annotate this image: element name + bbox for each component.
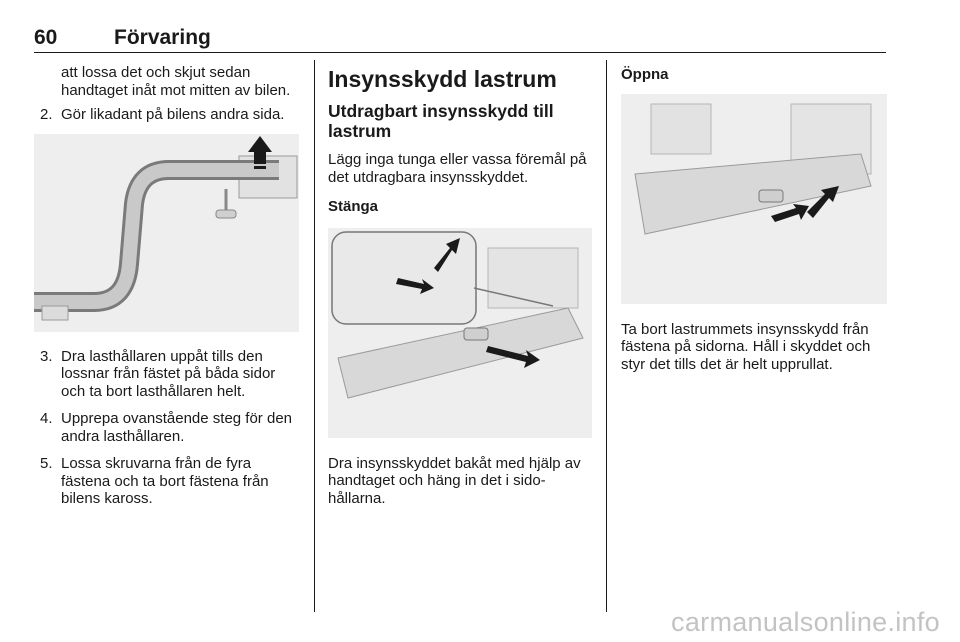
figure-close-cover bbox=[328, 228, 592, 438]
step-continuation: att lossa det och skjut sedan handtaget inåt mot mitten av bilen. bbox=[61, 64, 291, 99]
step-number: 3. bbox=[40, 347, 53, 365]
step-list bbox=[34, 348, 299, 508]
step-text: Upprepa ovanstående steg för den andra lasthållaren. bbox=[61, 410, 292, 445]
column-middle bbox=[328, 64, 592, 507]
figure-caption: Dra insynsskyddet bakåt med hjälp av handtaget och häng in det i sidohållarna. bbox=[328, 454, 581, 507]
step-text: Gör likadant på bilens andra sida. bbox=[61, 106, 285, 123]
section-subtitle: Utdragbart insynsskydd till lastrum bbox=[328, 101, 554, 141]
column-divider bbox=[606, 60, 607, 612]
step-text: Lossa skruvarna från de fyra fästena och ta bort fästena från bilens kaross. bbox=[61, 455, 269, 507]
column-right bbox=[621, 64, 887, 373]
figure-caption: Ta bort lastrummets insynsskydd från fästena på sidorna. Håll i skyddet och styr det tills det är helt upprullat. bbox=[621, 320, 871, 373]
watermark-text: carmanualsonline.info bbox=[671, 607, 940, 637]
step-number: 2. bbox=[40, 106, 53, 123]
step-item bbox=[34, 348, 299, 401]
step-number: 4. bbox=[40, 410, 53, 427]
page-number: 60 bbox=[34, 26, 58, 49]
figure-open-cover bbox=[621, 94, 887, 304]
column-left bbox=[34, 64, 299, 508]
step-number: 5. bbox=[40, 455, 53, 472]
warning-text: Lägg inga tunga eller vassa föremål på det utdragbara insynsskyddet. bbox=[328, 151, 587, 186]
step-text: Dra lasthållaren uppåt tills den lossnar från fästet på båda sidor och ta bort lasthållaren helt. bbox=[61, 347, 276, 400]
open-heading: Öppna bbox=[621, 66, 669, 83]
chapter-title: Förvaring bbox=[114, 26, 211, 49]
step-item bbox=[34, 410, 299, 445]
step-item bbox=[34, 455, 299, 508]
step-item bbox=[34, 106, 299, 124]
figure-load-holder bbox=[34, 134, 299, 332]
section-title: Insynsskydd lastrum bbox=[328, 66, 557, 92]
page-header bbox=[34, 26, 886, 53]
step-list bbox=[34, 106, 299, 124]
column-divider bbox=[314, 60, 315, 612]
close-heading: Stänga bbox=[328, 198, 379, 215]
